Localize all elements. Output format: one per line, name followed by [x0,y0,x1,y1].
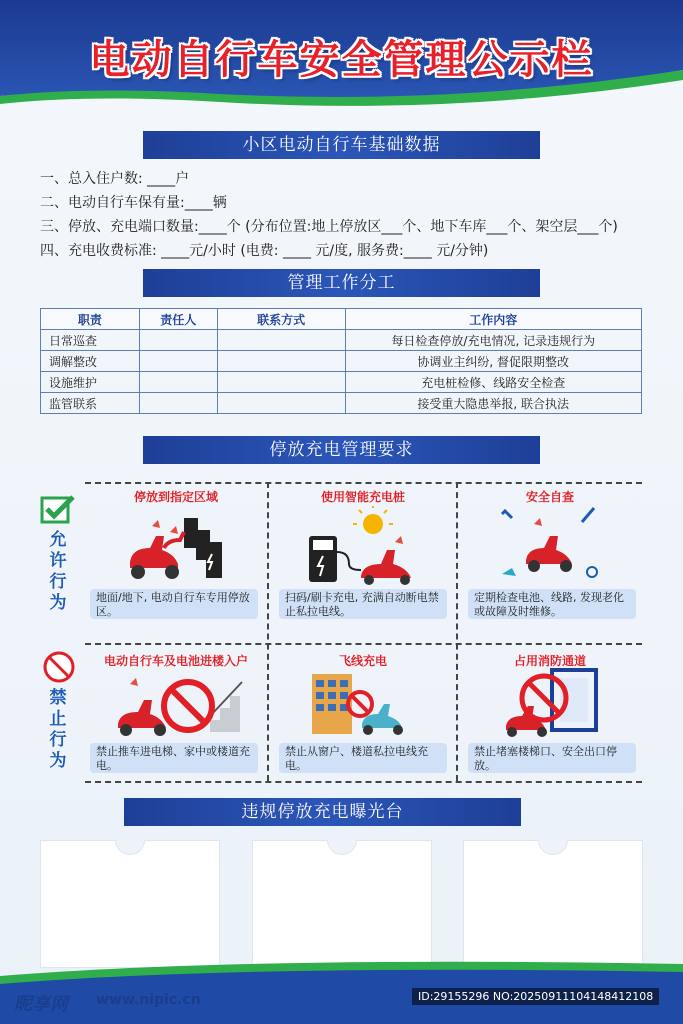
forbidden-title-1: 电动自行车及电池进楼入户 [103,654,248,668]
section-banner-requirements [143,436,540,464]
table-row [41,393,642,414]
section-banner-exposure [124,798,521,826]
forbidden-desc-2: 禁止从窗户、楼道私拉电线充电。 [279,743,447,773]
prohibited-icon [42,650,76,688]
flying-wire-illustration [310,668,410,742]
fire-exit-blocked-illustration [500,668,600,742]
grid-divider [85,482,642,484]
forbidden-desc-1: 禁止推车进电梯、家中或楼道充电。 [90,743,258,773]
table-cell [217,393,345,414]
table-cell: 日常巡查 [41,330,140,351]
table-cell [217,330,345,351]
exposure-panel-2 [252,840,432,968]
table-cell: 充电桩检修、线路安全检查 [345,372,642,393]
section-banner-basic [143,131,540,159]
table-cell: 每日检查停放/充电情况, 记录违规行为 [345,330,642,351]
allowed-desc-2: 扫码/刷卡充电, 充满自动断电禁止私拉电线。 [279,589,447,619]
table-cell [139,351,217,372]
allowed-desc-3: 定期检查电池、线路, 发现老化或故障及时维修。 [468,589,636,619]
section-title-division: 管理工作分工 [287,273,396,293]
forbidden-desc-3: 禁止堵塞楼梯口、安全出口停放。 [468,743,636,773]
exposure-panel-3 [463,840,643,968]
allowed-title-2: 使用智能充电桩 [320,490,405,504]
section-title-basic: 小区电动自行车基础数据 [242,135,441,155]
table-cell [139,330,217,351]
basic-line-3: 三、停放、充电端口数量:____个 (分布位置:地上停放区___个、地下车库___个、架空层___个) [40,219,618,235]
table-row [41,351,642,372]
grid-divider [267,482,269,781]
forbidden-title-2: 飞线充电 [338,654,387,668]
basic-line-1: 一、总入住户数: ____户 [40,171,190,187]
self-inspection-illustration [498,504,608,590]
smart-charger-illustration [305,506,425,590]
watermark-id: ID:29155296 NO:20250911104148412108 [412,988,659,1005]
table-cell [139,372,217,393]
table-header-row [41,309,642,330]
table-header-cell: 职责 [41,309,140,330]
check-icon [40,494,76,530]
section-title-exposure: 违规停放充电曝光台 [241,802,404,822]
allowed-label: 允许行为 [49,530,67,613]
table-cell [217,372,345,393]
allowed-title-3: 安全自查 [525,490,574,504]
table-cell: 调解整改 [41,351,140,372]
no-indoor-scooter-illustration [116,672,246,742]
grid-divider [456,482,458,781]
scooter-parking-illustration [122,510,232,588]
table-header-cell: 工作内容 [345,309,642,330]
table-header-cell: 联系方式 [217,309,345,330]
forbidden-label: 禁止行为 [49,688,67,771]
table-cell: 协调业主纠纷, 督促限期整改 [345,351,642,372]
basic-line-4: 四、充电收费标准: ____元/小时 (电费: ____ 元/度, 服务费:____ 元/分钟) [40,243,489,259]
watermark-logo: 昵享网 [14,994,68,1015]
exposure-panel-1 [40,840,220,968]
table-header-cell: 责任人 [139,309,217,330]
watermark-url: www.nipic.cn [96,992,201,1008]
table-cell: 设施维护 [41,372,140,393]
allowed-title-1: 停放到指定区域 [133,490,218,504]
table-cell [217,351,345,372]
table-row [41,372,642,393]
basic-line-2: 二、电动自行车保有量:____辆 [40,195,227,211]
table-cell [139,393,217,414]
section-banner-division [143,269,540,297]
table-cell: 接受重大隐患举报, 联合执法 [345,393,642,414]
grid-divider [85,781,642,783]
forbidden-title-3: 占用消防通道 [513,654,586,668]
section-title-requirements: 停放充电管理要求 [269,440,414,460]
table-row [41,330,642,351]
division-table [40,308,642,414]
grid-divider [85,643,642,645]
page-title: 电动自行车安全管理公示栏 [89,37,594,83]
allowed-desc-1: 地面/地下, 电动自行车专用停放区。 [90,589,258,619]
table-cell: 监管联系 [41,393,140,414]
